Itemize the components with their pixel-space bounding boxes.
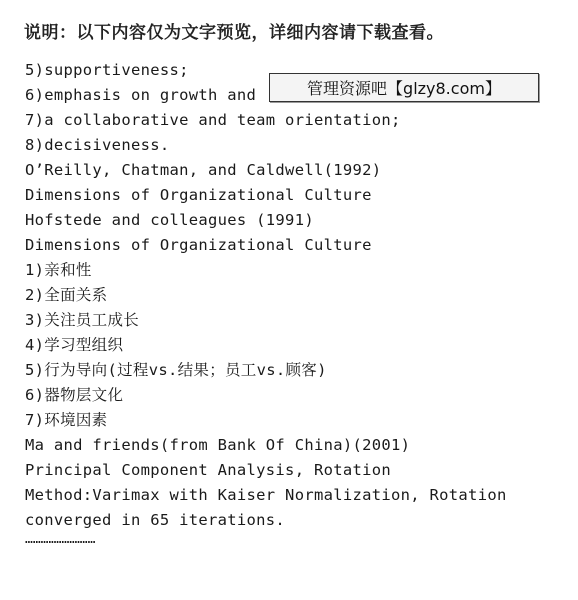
text-line: 5)行为导向(过程vs.结果；员工vs.顾客) bbox=[25, 361, 327, 379]
text-line: 4)学习型组织 bbox=[25, 336, 124, 354]
text-line: 7)环境因素 bbox=[25, 411, 108, 429]
text-line: 3)关注员工成长 bbox=[25, 311, 140, 329]
text-line: 6)emphasis on growth and bbox=[25, 86, 257, 104]
text-line: 2)全面关系 bbox=[25, 286, 108, 304]
text-line: 1)亲和性 bbox=[25, 261, 92, 279]
text-line: 7)a collaborative and team orientation; bbox=[25, 111, 401, 129]
text-line: Dimensions of Organizational Culture bbox=[25, 236, 372, 254]
text-line: 8)decisiveness. bbox=[25, 136, 170, 154]
text-line: Principal Component Analysis, Rotation bbox=[25, 461, 392, 479]
text-line: 6)器物层文化 bbox=[25, 386, 124, 404]
text-line: Ma and friends(from Bank Of China)(2001) bbox=[25, 436, 411, 454]
text-line: Dimensions of Organizational Culture bbox=[25, 186, 372, 204]
text-line: converged in 65 iterations. bbox=[25, 511, 286, 529]
text-line: 5)supportiveness; bbox=[25, 61, 189, 79]
preview-notice: 说明：以下内容仅为文字预览，详细内容请下载查看。 bbox=[24, 23, 444, 43]
document-body bbox=[25, 58, 565, 547]
text-line: O’Reilly, Chatman, and Caldwell(1992) bbox=[25, 161, 382, 179]
text-line: Method:Varimax with Kaiser Normalization, Rotation bbox=[25, 486, 507, 504]
text-line: Hofstede and colleagues (1991) bbox=[25, 211, 314, 229]
ellipsis-line: ……………………… bbox=[25, 532, 96, 547]
watermark-label: 管理资源吧【glzy8.com】 bbox=[269, 73, 539, 102]
